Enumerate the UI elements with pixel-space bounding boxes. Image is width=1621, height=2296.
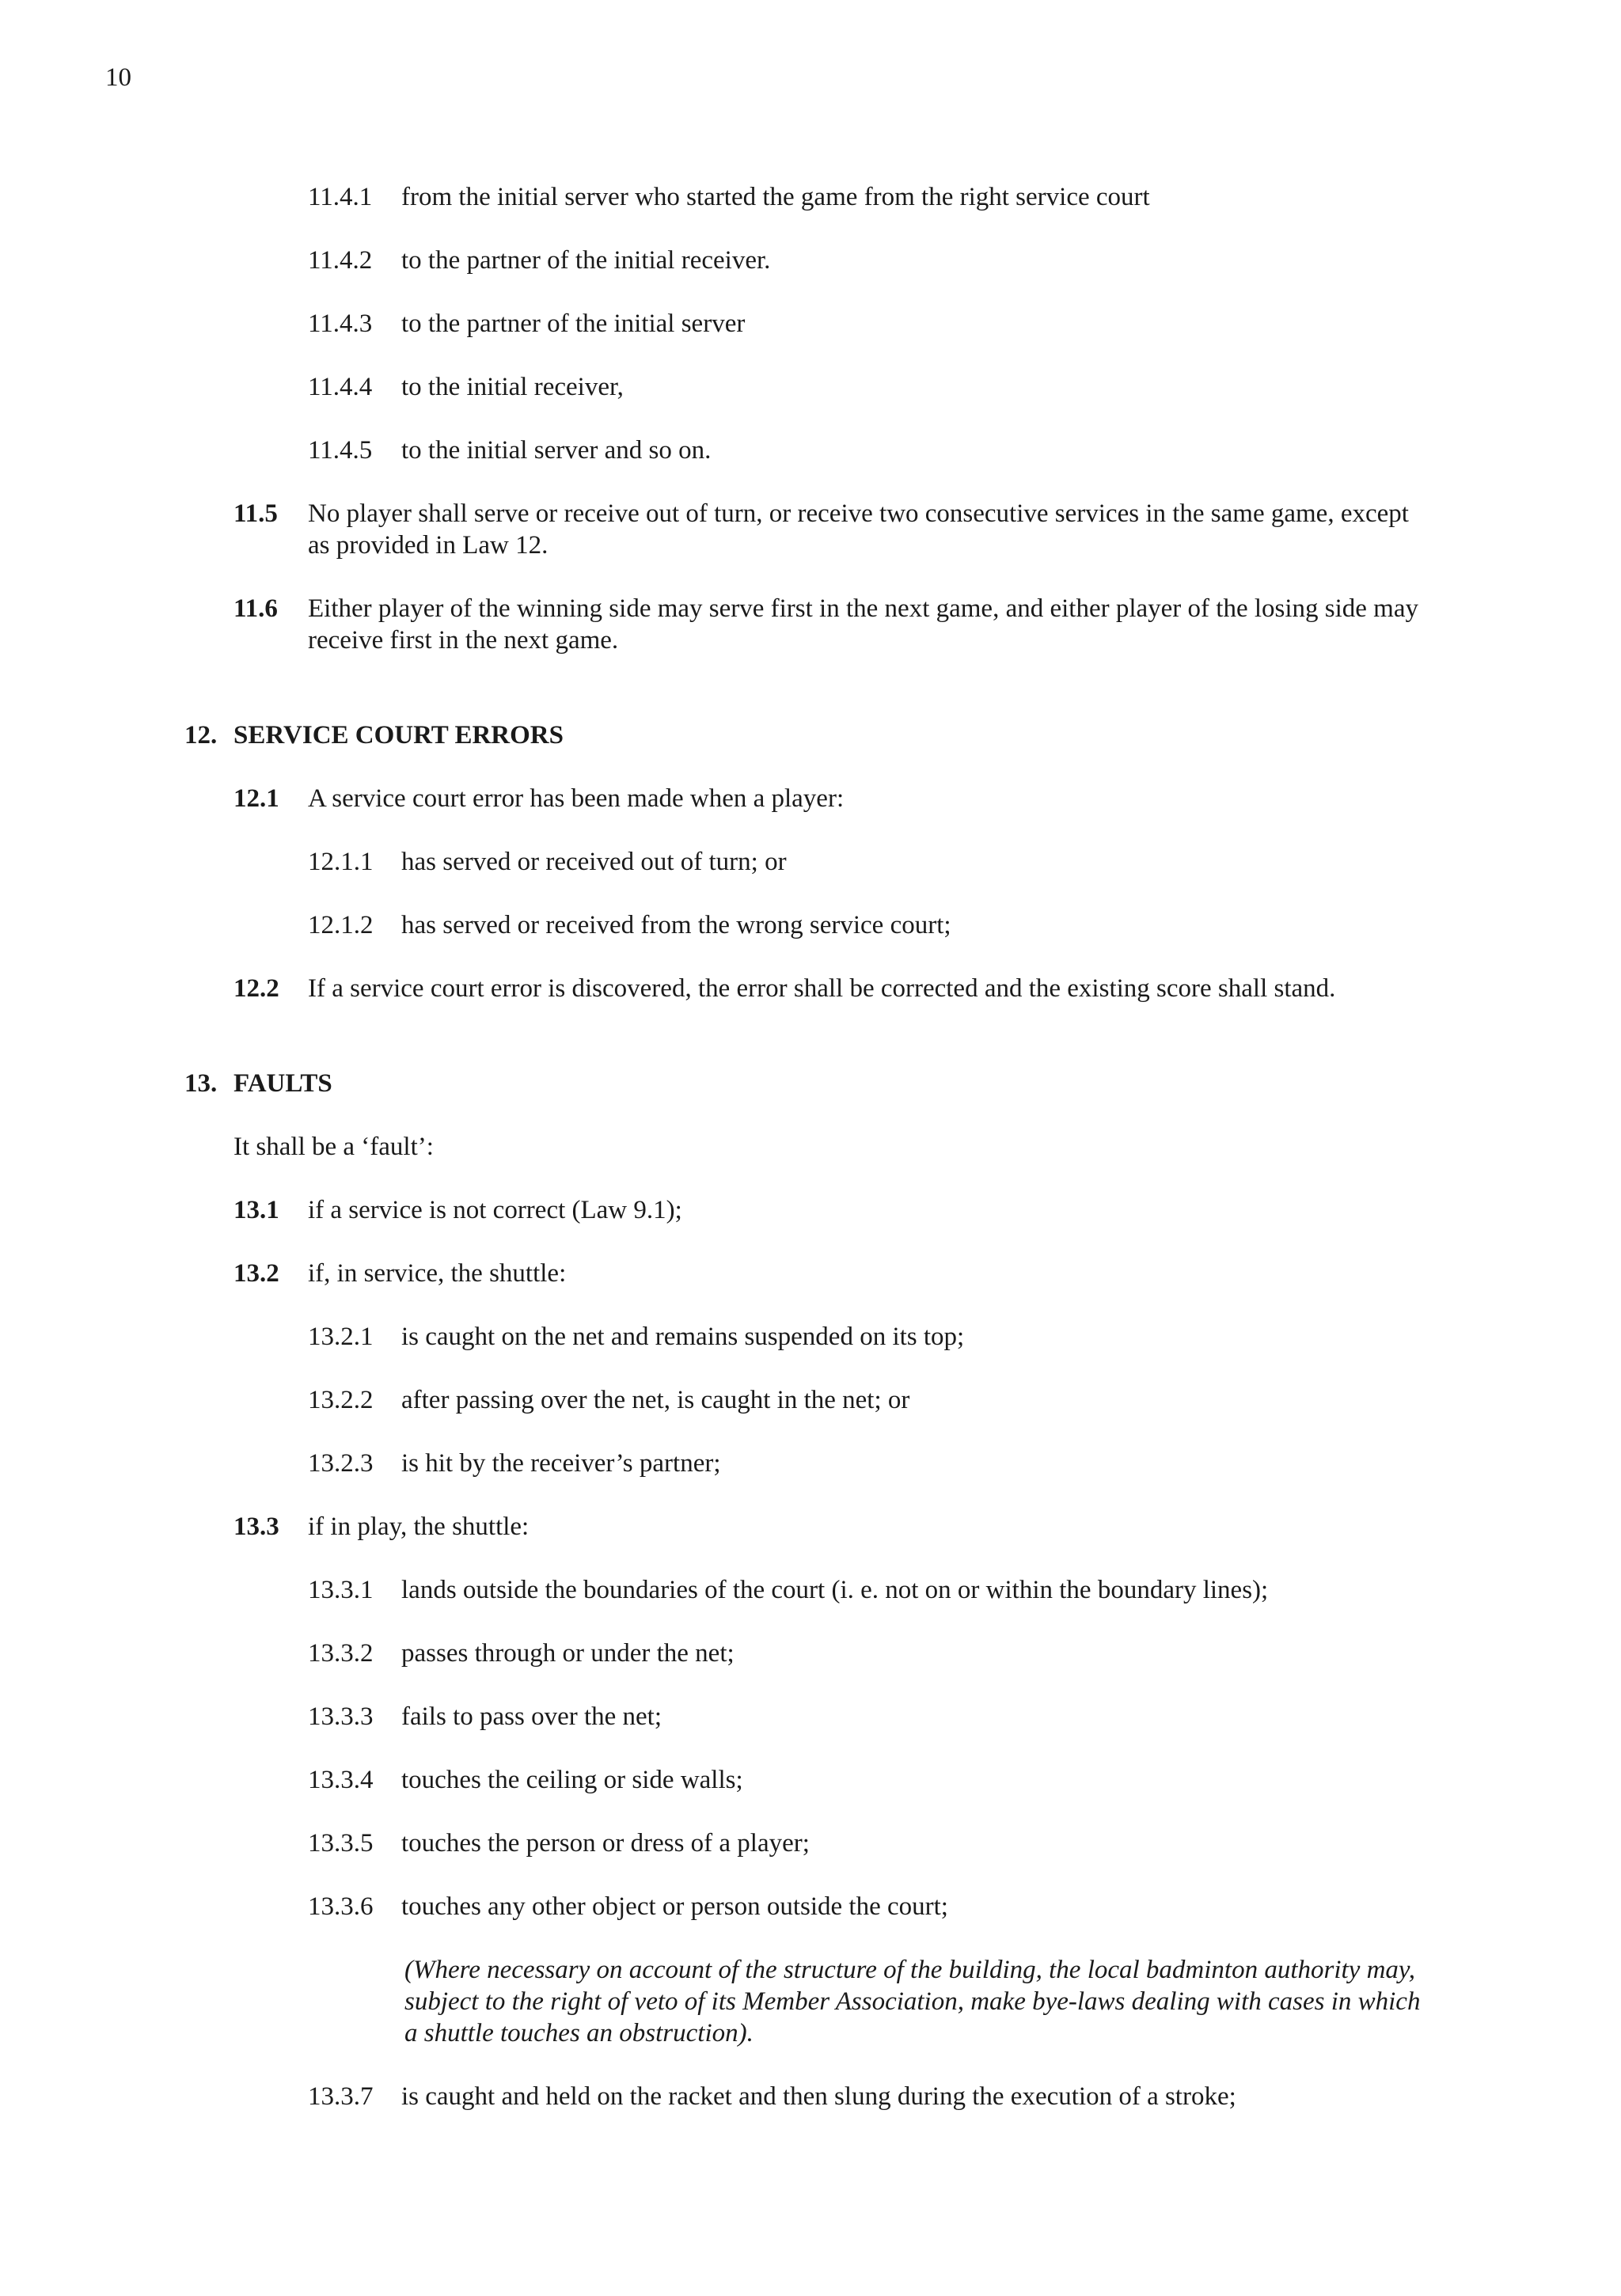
item-number: 11.4.4 [308,373,373,401]
item-text: is hit by the receiver’s partner; [401,1449,721,1478]
text-line: as provided in Law 12. [308,531,549,560]
item-number: 13.3.2 [308,1639,374,1668]
text-line: Either player of the winning side may serve first in the next game, and either player of the losing side may [308,594,1418,623]
item-number: 11.4.1 [308,183,373,211]
item-text: to the initial receiver, [401,373,624,401]
section-text: if, in service, the shuttle: [308,1259,567,1288]
section-text: if a service is not correct (Law 9.1); [308,1196,682,1224]
note-line: (Where necessary on account of the structure of the building, the local badminton authority may, [404,1956,1415,1984]
item-text: from the initial server who started the game from the right service court [401,183,1150,211]
law-12-title: SERVICE COURT ERRORS [233,721,564,750]
item-text: is caught and held on the racket and then slung during the execution of a stroke; [401,2082,1236,2111]
item-number: 13.3.3 [308,1702,374,1731]
item-number: 11.4.3 [308,309,373,338]
item-number: 13.2.2 [308,1386,374,1414]
section-number: 12.1 [233,784,279,813]
item-text: after passing over the net, is caught in the net; or [401,1386,910,1414]
note-line: a shuttle touches an obstruction). [404,2019,754,2047]
item-text: to the partner of the initial server [401,309,746,338]
item-number: 13.3.4 [308,1766,374,1794]
item-text: lands outside the boundaries of the court (i. e. not on or within the boundary lines); [401,1576,1269,1604]
item-text: to the partner of the initial receiver. [401,246,771,275]
section-text: A service court error has been made when a player: [308,784,845,813]
item-number: 13.3.7 [308,2082,374,2111]
item-text: touches any other object or person outside the court; [401,1892,948,1921]
bye-law-note [404,1954,1489,2049]
item-text: touches the person or dress of a player; [401,1829,810,1858]
section-number: 11.6 [233,594,278,623]
item-text: is caught on the net and remains suspended on its top; [401,1323,965,1351]
section-number: 11.5 [233,499,278,528]
text-line: No player shall serve or receive out of turn, or receive two consecutive services in the same game, except [308,499,1409,528]
section-number: 13.2 [233,1259,279,1288]
section-text [308,498,1475,561]
item-number: 13.3.6 [308,1892,374,1921]
section-text: If a service court error is discovered, the error shall be corrected and the existing score shall stand. [308,974,1336,1003]
page-number: 10 [105,63,131,92]
law-12-number: 12. [184,721,218,750]
section-text: if in play, the shuttle: [308,1512,530,1541]
item-text: touches the ceiling or side walls; [401,1766,743,1794]
item-number: 11.4.5 [308,436,373,465]
item-number: 13.2.3 [308,1449,374,1478]
section-number: 12.2 [233,974,279,1003]
item-number: 13.2.1 [308,1323,374,1351]
law-13-intro: It shall be a ‘fault’: [233,1133,434,1161]
text-line: receive first in the next game. [308,626,619,655]
note-line: subject to the right of veto of its Member Association, make bye-laws dealing with cases in which [404,1987,1421,2016]
section-number: 13.1 [233,1196,279,1224]
law-13-number: 13. [184,1069,218,1098]
item-text: has served or received from the wrong service court; [401,911,951,939]
item-number: 11.4.2 [308,246,373,275]
item-text: passes through or under the net; [401,1639,735,1668]
item-text: to the initial server and so on. [401,436,712,465]
item-number: 12.1.2 [308,911,374,939]
item-number: 13.3.5 [308,1829,374,1858]
section-text [308,593,1475,656]
item-text: has served or received out of turn; or [401,848,787,876]
item-number: 12.1.1 [308,848,374,876]
item-number: 13.3.1 [308,1576,374,1604]
section-number: 13.3 [233,1512,279,1541]
law-13-title: FAULTS [233,1069,332,1098]
item-text: fails to pass over the net; [401,1702,662,1731]
